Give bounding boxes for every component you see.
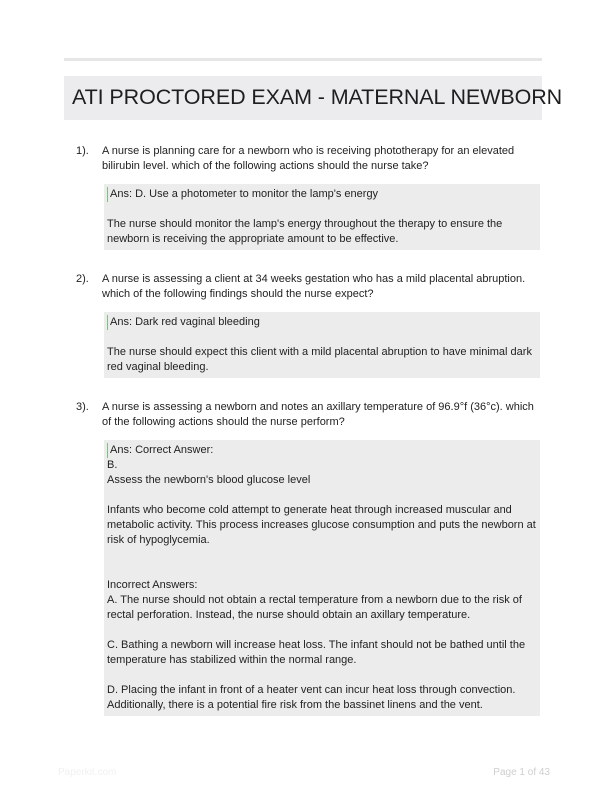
answer-line: C. Bathing a newborn will increase heat loss. The infant should not be bathed until the temperature has stabilized within the normal range.	[107, 639, 529, 666]
question-text: A nurse is planning care for a newborn who is receiving phototherapy for an elevated bilirubin level. which of the following actions should the nurse take?	[102, 145, 515, 172]
question-number: 1).	[76, 145, 89, 157]
answer-line: Ans: D. Use a photometer to monitor the lamp's energy	[107, 187, 537, 202]
answer-box	[104, 184, 540, 250]
answer-box	[104, 440, 540, 716]
question-number: 3).	[76, 401, 89, 413]
page-number: Page 1 of 43	[493, 767, 550, 778]
footer-site: Paperkit.com	[58, 767, 117, 778]
question-text: A nurse is assessing a client at 34 weeks gestation who has a mild placental abruption. which of the following findings should the nurse expect?	[102, 273, 526, 300]
title-banner	[64, 76, 563, 120]
answer-line: The nurse should monitor the lamp's energy throughout the therapy to ensure the newborn is receiving the appropriate amount to be effective.	[107, 218, 506, 245]
question-number: 2).	[76, 273, 89, 285]
answer-line: Ans: Correct Answer:	[107, 443, 537, 458]
answer-line: B.	[107, 459, 118, 471]
answer-line: A. The nurse should not obtain a rectal temperature from a newborn due to the risk of rectal perforation. Instead, the nurse should obtain an axillary temperature.	[107, 594, 526, 621]
page-title: ATI PROCTORED EXAM - MATERNAL NEWBORN	[72, 85, 563, 109]
question-text: A nurse is assessing a newborn and notes an axillary temperature of 96.9°f (36°c). which of the following actions should the nurse perform?	[102, 401, 534, 428]
answer-line: Ans: Dark red vaginal bleeding	[107, 315, 537, 330]
answer-box	[104, 312, 540, 378]
answer-line: D. Placing the infant in front of a heater vent can incur heat loss through convection. Additionally, there is a potential fire risk from the bassinet linens and the vent.	[107, 684, 518, 711]
answer-line: Assess the newborn's blood glucose level	[107, 474, 311, 486]
top-divider	[64, 58, 542, 61]
answer-line: Incorrect Answers:	[107, 579, 198, 591]
answer-line: The nurse should expect this client with a mild placental abruption to have minimal dark red vaginal bleeding.	[107, 346, 536, 373]
answer-line: Infants who become cold attempt to generate heat through increased muscular and metabolic activity. This process increases glucose consumption and puts the newborn at risk of hypoglycemia.	[107, 504, 539, 546]
